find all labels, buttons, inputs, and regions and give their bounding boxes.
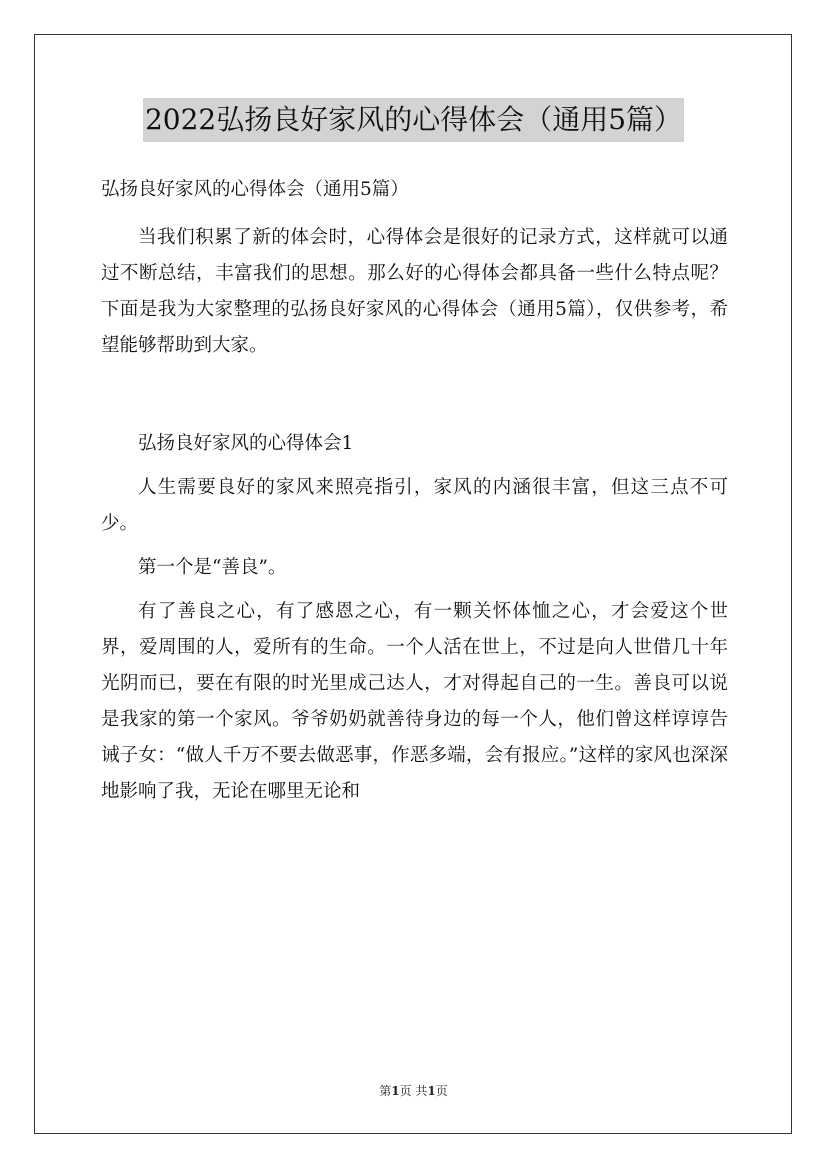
page-total: 1 bbox=[427, 1084, 436, 1098]
page-label-mid: 页 共 bbox=[399, 1084, 428, 1098]
page-footer bbox=[0, 1082, 827, 1099]
page-label-prefix: 第 bbox=[379, 1084, 392, 1098]
document-body bbox=[101, 172, 728, 818]
page-label-suffix: 页 bbox=[435, 1084, 448, 1098]
page-number: 1 bbox=[391, 1084, 400, 1098]
body-paragraph: 人生需要良好的家风来照亮指引，家风的内涵很丰富，但这三点不可少。 bbox=[101, 477, 728, 534]
section-heading: 弘扬良好家风的心得体会1 bbox=[138, 433, 354, 454]
body-paragraph: 第一个是“善良”。 bbox=[138, 557, 287, 578]
document-title: 2022弘扬良好家风的心得体会（通用5篇） bbox=[143, 98, 684, 142]
document-subtitle: 弘扬良好家风的心得体会（通用5篇） bbox=[101, 179, 409, 200]
title-container bbox=[0, 98, 827, 142]
intro-paragraph: 当我们积累了新的体会时，心得体会是很好的记录方式，这样就可以通过不断总结，丰富我们的思想。那么好的心得体会都具备一些什么特点呢？下面是我为大家整理的弘扬良好家风的心得体会（通用5篇），仅供参考，希望能够帮助到大家。 bbox=[101, 227, 728, 356]
body-paragraph: 有了善良之心，有了感恩之心，有一颗关怀体恤之心，才会爱这个世界，爱周围的人，爱所有的生命。一个人活在世上，不过是向人世借几十年光阴而已，要在有限的时光里成己达人，才对得起自己的一生。善良可以说是我家的第一个家风。爷爷奶奶就善待身边的每一个人，他们曾这样谆谆告诫子女：“做人千万不要去做恶事，作恶多端，会有报应。”这样的家风也深深地影响了我，无论在哪里无论和 bbox=[101, 601, 728, 802]
section-spacer bbox=[101, 372, 728, 426]
